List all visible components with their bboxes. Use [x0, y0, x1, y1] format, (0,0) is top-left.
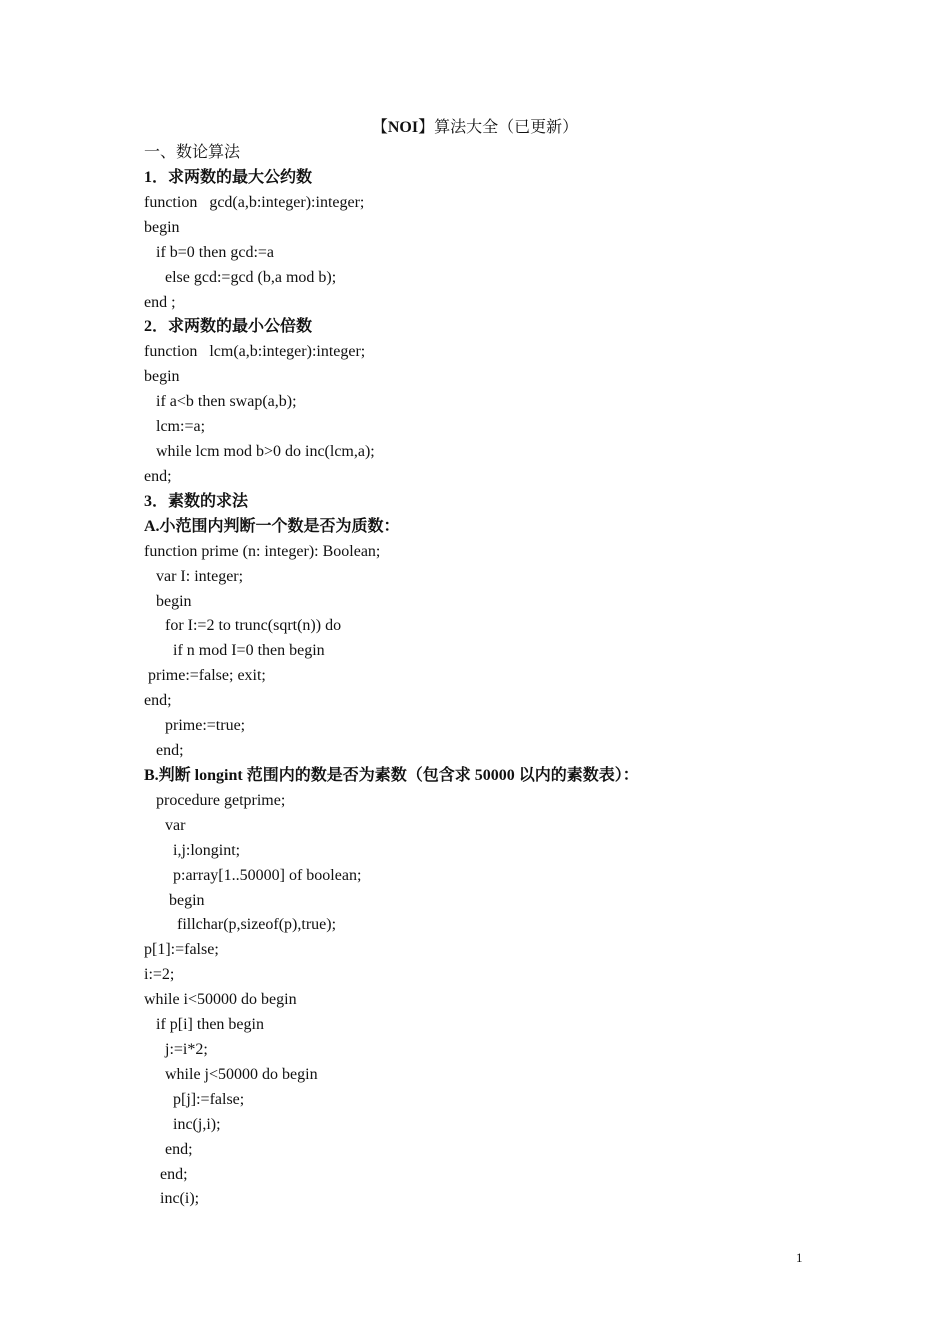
- code-line: procedure getprime;: [156, 792, 286, 809]
- code-line: prime:=false; exit;: [148, 667, 266, 684]
- code-line: p:array[1..50000] of boolean;: [173, 867, 362, 884]
- code-line: function gcd(a,b:integer):integer;: [144, 194, 365, 211]
- code-line: fillchar(p,sizeof(p),true);: [177, 916, 337, 933]
- subsection-heading: 3．素数的求法: [144, 493, 249, 510]
- code-line: var: [165, 817, 186, 834]
- code-line: var I: integer;: [156, 568, 244, 585]
- code-line: end;: [144, 468, 172, 485]
- code-line: function lcm(a,b:integer):integer;: [144, 343, 366, 360]
- code-line: else gcd:=gcd (b,a mod b);: [165, 269, 337, 286]
- code-line: end;: [165, 1141, 193, 1158]
- document-title: [0, 116, 950, 140]
- code-line: j:=i*2;: [165, 1041, 208, 1058]
- code-line: begin: [144, 368, 180, 385]
- code-line: if a<b then swap(a,b);: [156, 393, 297, 410]
- subsection-heading: B.判断 longint 范围内的数是否为素数（包含求 50000 以内的素数表）：: [144, 767, 639, 784]
- code-line: p[j]:=false;: [173, 1091, 245, 1108]
- code-line: i,j:longint;: [173, 842, 241, 859]
- code-line: for I:=2 to trunc(sqrt(n)) do: [165, 617, 342, 634]
- code-line: i:=2;: [144, 966, 175, 983]
- code-line: end;: [144, 692, 172, 709]
- code-line: begin: [169, 892, 205, 909]
- code-line: if b=0 then gcd:=a: [156, 244, 275, 261]
- code-line: if p[i] then begin: [156, 1016, 264, 1033]
- code-line: p[1]:=false;: [144, 941, 219, 958]
- code-line: lcm:=a;: [156, 418, 206, 435]
- title-noi: NOI: [387, 119, 419, 136]
- title-rest: 】算法大全（已更新）: [418, 119, 579, 136]
- code-line: while lcm mod b>0 do inc(lcm,a);: [156, 443, 375, 460]
- section-heading: 一、数论算法: [144, 144, 241, 161]
- subsection-heading: 1．求两数的最大公约数: [144, 169, 313, 186]
- subsection-heading: 2．求两数的最小公倍数: [144, 318, 313, 335]
- code-line: while j<50000 do begin: [165, 1066, 318, 1083]
- title-bracket-open: 【: [371, 119, 388, 136]
- code-line: while i<50000 do begin: [144, 991, 297, 1008]
- code-line: end ;: [144, 294, 176, 311]
- code-line: prime:=true;: [165, 717, 246, 734]
- code-line: if n mod I=0 then begin: [173, 642, 325, 659]
- subsection-heading: A.小范围内判断一个数是否为质数：: [144, 518, 400, 535]
- code-line: inc(j,i);: [173, 1116, 221, 1133]
- code-line: begin: [144, 219, 180, 236]
- code-line: end;: [156, 742, 184, 759]
- code-line: function prime (n: integer): Boolean;: [144, 543, 381, 560]
- code-line: inc(i);: [160, 1190, 200, 1207]
- page-number: 1: [796, 1250, 803, 1265]
- code-line: begin: [156, 593, 192, 610]
- code-line: end;: [160, 1166, 188, 1183]
